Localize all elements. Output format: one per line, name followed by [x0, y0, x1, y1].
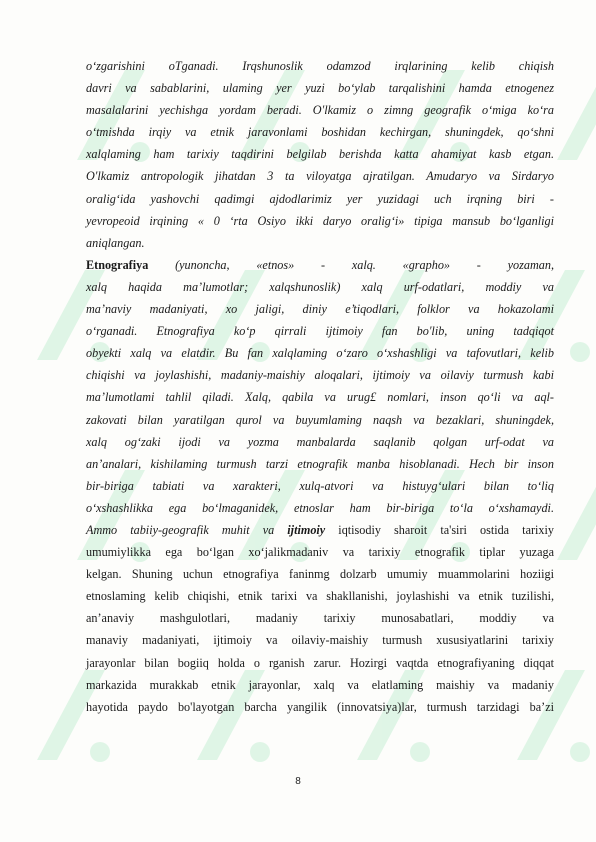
text-line [86, 629, 554, 651]
text-segment: O'lkamiz antropologik jihatdan 3 ta viloyatga ajratilgan. Amudaryo va Sirdaryo [86, 169, 554, 184]
text-segment: masalalarini yechishga yordam beradi. O'lkamiz o zimng geografik o‘miga ko‘ra [86, 103, 554, 118]
text-line [86, 342, 554, 364]
watermark-mark [557, 470, 596, 562]
text-segment: xalq haqida ma’lumotlar; xalqshunoslik) xalq urf-odatlari, moddiy va [86, 279, 554, 294]
text-segment: chiqishi va joylashishi, madaniy-maishiy aloqalari, ijtimoiy va oilaviy turmush kabi [86, 368, 554, 383]
text-segment: manaviy madaniyati, ijtimoiy va oilaviy-maishiy turmush xususiyatlarini tarixiy [86, 633, 554, 648]
text-segment: (yunoncha, «etnos» - xalq. «grapho» - yozaman, [148, 257, 554, 272]
text-line [86, 674, 554, 696]
text-segment: ma’lumotlami tahlil qiladi. Xalq, qabila va urug£ nomlari, inson qo‘li va aql- [86, 390, 554, 405]
text-segment: iqtisodiy sharoit ta'siri ostida tarixiy [325, 522, 554, 537]
text-line [86, 409, 554, 431]
text-segment: o‘zgarishini oTganadi. Irqshunoslik odamzod irqlarining kelib chiqish [86, 59, 554, 73]
text-segment: aniqlangan. [86, 235, 145, 250]
text-segment: davri va sabablarini, ulaming yer yuzi bo‘ylab tarqalishini hamda etnogenez [86, 81, 554, 96]
text-line [86, 541, 554, 563]
text-line [86, 143, 554, 165]
text-segment: zakovati bilan yaratilgan qurol va buyumlaming naqsh va bezaklari, shuningdek, [86, 412, 554, 427]
text-line [86, 519, 554, 541]
text-segment: yevropeoid irqining « 0 ‘rta Osiyo ikki daryo oralig‘i» tipiga mansub bo‘lganligi [86, 213, 554, 228]
text-line [86, 386, 554, 408]
text-line [86, 165, 554, 187]
text-line [86, 254, 554, 276]
text-line [86, 121, 554, 143]
text-segment: Ammo tabiiy-geografik muhit va [86, 522, 288, 537]
text-line [86, 298, 554, 320]
text-segment: bir-biriga tabiati va xarakteri, xulq-atvori va histuyg‘ulari bilan to‘liq [86, 478, 554, 493]
text-segment: ijtimoiy [287, 522, 326, 537]
text-segment: etnoslaming kelib chiqishi, etnik tarixi va shakllanishi, joylashishi va etnik tuzilishi, [86, 589, 554, 604]
text-segment: Etnografiya [86, 257, 149, 272]
text-line [86, 585, 554, 607]
text-line [86, 364, 554, 386]
text-line [86, 431, 554, 453]
text-line [86, 652, 554, 674]
text-segment: jarayonlar bilan bogiiq holda o rganish zarur. Hozirgi vaqtda etnografiyaning diqqat [86, 655, 554, 670]
text-line [86, 55, 554, 77]
text-line [86, 77, 554, 99]
text-segment: o‘tmishda irqiy va etnik jaravonlami boshidan kechirgan, shuningdek, qo‘shni [86, 125, 554, 140]
text-segment: markazida murakkab etnik jarayonlar, xalq va elatlaming maishiy va madaniy [86, 677, 554, 692]
page-number: 8 [295, 776, 301, 787]
text-segment: xalq og‘zaki ijodi va yozma manbalarda saqlanib qolgan urf-odat va [86, 434, 554, 449]
body-text [86, 55, 554, 718]
watermark-mark [557, 70, 596, 162]
text-line [86, 497, 554, 519]
text-segment: umumiylikka ega bo‘lgan xo‘jalikmadaniv va tarixiy etnografik tiplar yuzaga [86, 545, 554, 560]
text-line [86, 210, 554, 232]
text-segment: oralig‘ida yashovchi qadimgi ajdodlarimiz yer yuzidagi uch irqning biri - [86, 191, 554, 206]
text-line [86, 453, 554, 475]
text-segment: o‘rganadi. Etnografiya ko‘p qirrali ijtimoiy fan bo'lib, uning tadqiqot [86, 324, 554, 339]
text-line [86, 188, 554, 210]
text-segment: o‘xshashlikka ega bo‘lmaganidek, etnoslar ham bir-biriga to‘la o‘xshamaydi. [86, 500, 554, 515]
text-line [86, 276, 554, 298]
text-line [86, 99, 554, 121]
text-line [86, 696, 554, 718]
text-line [86, 475, 554, 497]
text-segment: kelgan. Shuning uchun etnografiya faninmg dolzarb umumiy muammolarini hoziigi [86, 567, 554, 582]
text-segment: an’anaviy mashgulotlari, madaniy tarixiy munosabatlari, moddiy va [86, 611, 554, 626]
text-line [86, 232, 554, 254]
text-segment: obyekti xalq va elatdir. Bu fan xalqlaming o‘zaro o‘xshashligi va tafovutlari, kelib [86, 346, 554, 361]
text-segment: hayotida paydo bo'layotgan barcha yangilik (innovatsiya)lar, turmush tarzidagi ba’zi [86, 699, 554, 714]
text-segment: xalqlaming ham tarixiy taqdirini belgilab berishda katta ahamiyat kasb etgan. [86, 147, 554, 162]
text-line [86, 320, 554, 342]
text-segment: an’analari, kishilaming turmush tarzi etnografik manba hisoblanadi. Hech bir inson [86, 456, 554, 471]
text-line [86, 607, 554, 629]
text-segment: ma’naviy madaniyati, xo jaligi, diniy e’tiqodlari, folklor va hokazolami [86, 302, 554, 317]
text-line [86, 563, 554, 585]
